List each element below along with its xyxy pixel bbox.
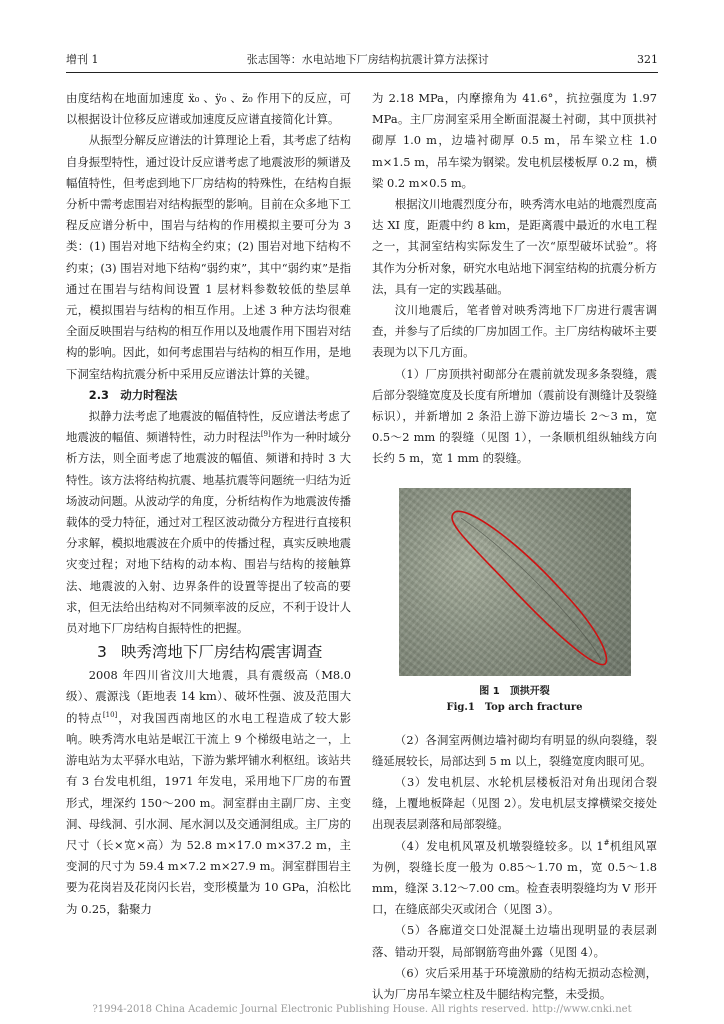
paragraph: （3）发电机层、水轮机层楼板沿对角出现闭合裂缝，上覆地板降起（见图 2）。发电机层支撑横梁交接处出现表层剥落和局部裂缝。: [372, 775, 657, 832]
paragraph: [66, 665, 351, 919]
paragraph: 从振型分解反应谱法的计算理论上看，其考虑了结构自身振型特性，通过设计反应谱考虑了地震波形的频谱及幅值特性，但考虑到地下厂房结构的特殊性，在结构自振分析中需考虑围岩对结构振型的影响。目前在众多地下工程反应谱分析中，围岩与结构的作用模拟主要可分为 3 类：(1) 围岩对地下结构全约束；(2) 围岩对地下结构不约束；(3) 围岩对地下结构“弱约束”，其中“弱约束”是指通过在围岩与结构间设置 1 层材料参数较低的垫层单元，模拟围岩与结构的相互作用。上述 3 种方法均很难全面反映围岩与结构的相互作用以及地震作用下围岩对结构的影响。因此，如何考虑围岩与结构的相互作用，是地下洞室结构抗震分析中采用反应谱法计算的关键。: [66, 133, 351, 381]
header-issue: 增刊 1: [66, 53, 99, 66]
paragraph: （5）各廊道交口处混凝土边墙出现明显的表层剥落、错动开裂，局部钢筋弯曲外露（见图 4）。: [372, 923, 657, 959]
ellipse-outline: [452, 511, 606, 664]
paragraph-text: （4）发电机风罩及机墩裂缝较多。以 1: [394, 838, 604, 853]
paragraph-text: 作为一种时域分析方法，则全面考虑了地震波的幅值、频谱和持时 3 大特性。该方法将结构抗震、地基抗震等问题统一归结为近场波动问题。从波动学的角度，分析结构作为地震波传播载体的受力特征，通过对工程区波动微分方程进行直接积分求解，模拟地震波在介质中的传播过程，真实反映地震灾变过程；对地下结构的动本构、围岩与结构的接触算法、地震波的入射、边界条件的设置等提出了较高的要求，但无法给出结构对不同频率波的反应，不利于设计人员对地下厂房结构自振特性的把握。: [66, 430, 351, 636]
header-title: 张志国等：水电站地下厂房结构抗震计算方法探讨: [246, 53, 489, 66]
header-rule: [66, 72, 658, 73]
paragraph: 汶川地震后，笔者曾对映秀湾地下厂房进行震害调查，并参与了后续的厂房加固工作。主厂房结构破坏主要表现为以下几方面。: [372, 303, 657, 360]
left-column: [66, 88, 351, 920]
figure-1-photo: [399, 488, 631, 676]
subsection-heading: 2.3 动力时程法: [88, 387, 178, 402]
paragraph: （2）各洞室两侧边墙衬砌均有明显的纵向裂缝，裂缝延展较长，局部达到 5 m 以上，裂缝宽度肉眼可见。: [372, 732, 657, 768]
paragraph: 为 2.18 MPa，内摩擦角为 41.6°，抗拉强度为 1.97 MPa。主厂房洞室采用全断面混凝土衬砌，其中顶拱衬砌厚 1.0 m，边墙衬砌厚 0.5 m，吊车梁立柱 1.0 m×1.5 m，吊车梁为钢梁。发电机层楼板厚 0.2 m，横梁 0.2 m×0.5 m。: [372, 91, 657, 190]
running-header: [66, 50, 658, 68]
right-column: [372, 88, 657, 1005]
copyright-footer: ?1994-2018 China Academic Journal Electronic Publishing House. All rights reserved. http://www.cnki.net: [92, 1004, 632, 1015]
superscript: #: [603, 838, 610, 847]
paragraph-text: 2008 年四川省汶川大地震，具有震级高（M8.0 级）、震源浅（距地表 14 km）、破坏性强、波及范围大的特点: [66, 668, 351, 725]
crack-highlight-ellipse: [399, 488, 631, 676]
section-title: 映秀湾地下厂房结构震害调查: [120, 643, 323, 662]
citation: [10]: [102, 710, 118, 719]
page-number: 321: [637, 52, 658, 66]
paragraph-text: 拟静力法考虑了地震波的幅值特性，反应谱法考虑了地震波的幅值、频谱特性，动力时程法: [66, 409, 351, 445]
paragraph: [66, 406, 351, 639]
paragraph-text: ，对我国西南地区的水电工程造成了较大影响。映秀湾水电站是岷江干流上 9 个梯级电站之一，上游电站为太平驿水电站，下游为紫坪铺水利枢纽。该站共有 3 台发电机组，1971 年发电，采用地下厂房的布置形式，埋深约 150～200 m。洞室群由主副厂房、主变洞、母线洞、引水洞、尾水洞以及交通洞组成。主厂房的尺寸（长×宽×高）为 52.8 m×17.0 m×37.2 m，主变洞的尺寸为 59.4 m×7.2 m×27.9 m。洞室群围岩主要为花岗岩及花岗闪长岩，变形模量为 10 GPa，泊松比为 0.25，黏聚力: [66, 710, 351, 916]
paragraph: 根据汶川地震烈度分布，映秀湾水电站的地震烈度高达 XI 度，距震中约 8 km，是距离震中最近的水电工程之一，其洞室结构实际发生了一次“原型破坏试验”。将其作为分析对象，研究水电站地下洞室结构的抗震分析方法，具有一定的实践基础。: [372, 197, 657, 296]
citation: [9]: [260, 430, 271, 439]
paragraph: 由度结构在地面加速度 ẍ₀ 、ÿ₀ 、z̈₀ 作用下的反应，可以根据设计位移反应谱或加速度反应谱直接简化计算。: [66, 91, 351, 127]
paragraph: （1）厂房顶拱衬砌部分在震前就发现多条裂缝，震后部分裂缝宽度及长度有所增加（震前设有测缝计及裂缝标识），并新增加 2 条沿上游下游边墙长 2～3 m，宽 0.5～2 mm 的裂缝（见图 1），一条顺机组纵轴线方向长约 5 m，宽 1 mm 的裂缝。: [372, 366, 657, 466]
section-heading: [66, 639, 351, 665]
paragraph: （6）灾后采用基于环境激励的结构无损动态检测，认为厂房吊车梁立柱及牛腿结构完整，未受损。: [372, 965, 657, 1002]
figure-caption-cn: 图 1 顶拱开裂: [479, 685, 550, 697]
section-number: 3: [97, 643, 107, 662]
crack-line: [461, 518, 601, 660]
figure-caption-en: Fig.1 Top arch fracture: [446, 701, 583, 713]
paragraph-text: 机组风罩为例，裂缝长度一般为 0.85～1.70 m，宽 0.5～1.8 mm，缝深 3.12～7.00 cm。检查表明裂缝均为 V 形开口，在缝底部尖灭或闭合（见图 3）。: [372, 838, 657, 917]
paragraph: [372, 836, 657, 921]
